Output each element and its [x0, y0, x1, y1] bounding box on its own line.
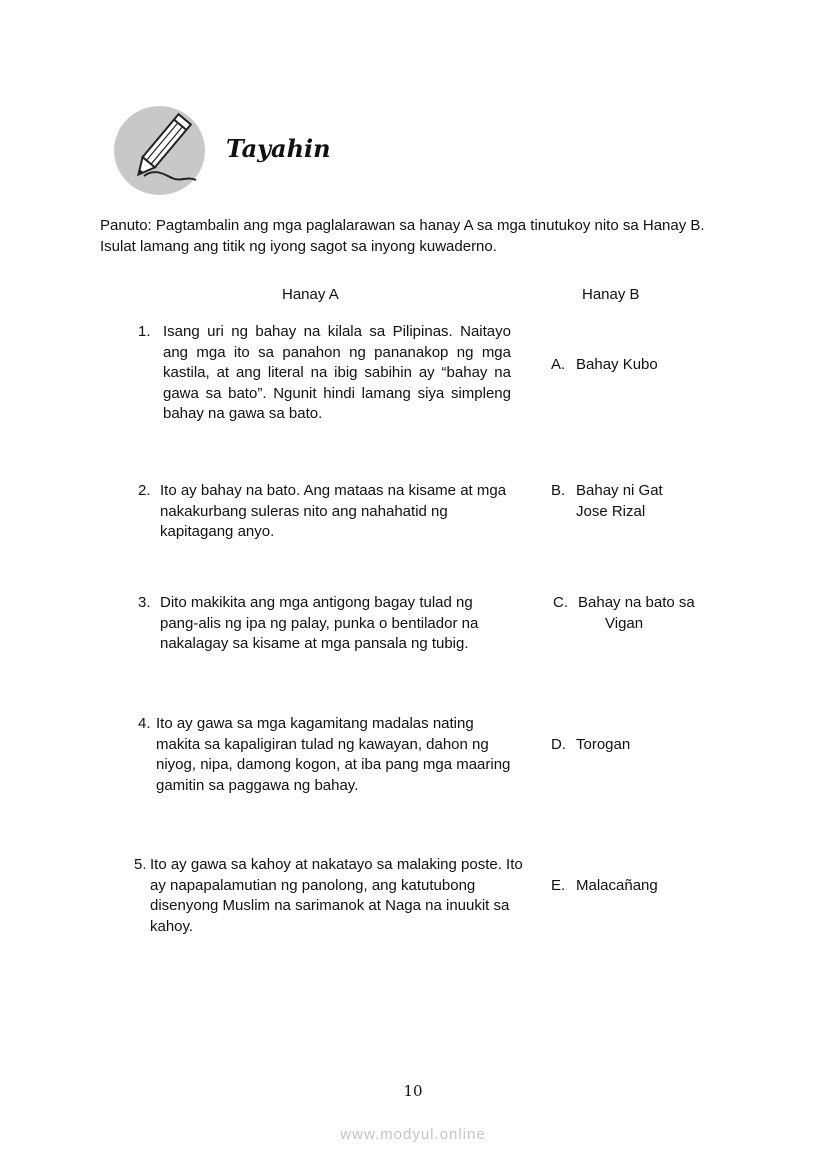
item-number: 4.	[138, 715, 151, 732]
item-text: Ito ay gawa sa mga kagamitang madalas nating makita sa kapaligiran tulad ng kawayan, dahon ng niyog, nipa, damong kogon, at iba pang mga maaring gamitin sa paggawa ng bahay.	[156, 715, 511, 794]
answer-option-b	[551, 481, 663, 522]
list-item	[138, 593, 508, 655]
answer-text-line2: Vigan	[605, 614, 644, 632]
column-header-a: Hanay A	[282, 286, 339, 303]
answer-letter: B.	[551, 482, 566, 499]
item-text: Isang uri ng bahay na kilala sa Pilipinas. Naitayo ang mga ito sa panahon ng pananakop ng mga kastila, at ang literal na ibig sabihin ay “bahay na gawa sa bato”. Ngunit hindi lamang siya simpleng bahay na gawa sa bato.	[163, 323, 511, 422]
answer-text-line2: Jose Rizal	[576, 502, 646, 520]
list-item	[138, 481, 518, 543]
item-number: 1.	[138, 323, 151, 340]
answer-option-a	[551, 355, 658, 376]
answer-letter: E.	[551, 877, 566, 894]
item-text: Dito makikita ang mga antigong bagay tulad ng pang-alis ng ipa ng palay, punka o bentilador na nakalagay sa kisame at mga pansala ng tubig.	[160, 594, 479, 652]
answer-letter: A.	[551, 356, 566, 373]
answer-letter: D.	[551, 736, 566, 753]
instructions: Panuto: Pagtambalin ang mga paglalarawan sa hanay A sa mga tinutukoy nito sa Hanay B. Isulat lamang ang titik ng iyong sagot sa inyong kuwaderno.	[100, 217, 705, 255]
page-title: Tayahin	[226, 134, 331, 163]
list-item	[138, 322, 511, 425]
list-item	[138, 714, 518, 796]
answer-text: Torogan	[576, 736, 631, 753]
answer-text: Bahay Kubo	[576, 356, 658, 373]
answer-letter: C.	[553, 594, 568, 611]
watermark: www.modyul.online	[340, 1126, 486, 1143]
item-number: 3.	[138, 594, 151, 611]
list-item	[134, 855, 524, 937]
item-text: Ito ay bahay na bato. Ang mataas na kisame at mga nakakurbang suleras nito ang nahahatid ng kapitagang anyo.	[160, 482, 507, 540]
pencil-icon	[114, 106, 205, 195]
item-number: 5.	[134, 856, 147, 873]
answer-option-c	[553, 593, 695, 634]
item-text: Ito ay gawa sa kahoy at nakatayo sa malaking poste. Ito ay napapalamutian ng panolong, ang katutubong disenyong Muslim na sarimanok at Naga na inuukit sa kahoy.	[150, 856, 523, 935]
page-number: 10	[403, 1082, 423, 1100]
answer-option-e	[551, 876, 658, 897]
answer-text: Malacañang	[576, 877, 658, 894]
answer-text: Bahay na bato sa	[578, 594, 695, 611]
column-header-b: Hanay B	[582, 286, 640, 303]
answer-text: Bahay ni Gat	[576, 482, 663, 499]
item-number: 2.	[138, 482, 151, 499]
answer-option-d	[551, 735, 630, 756]
